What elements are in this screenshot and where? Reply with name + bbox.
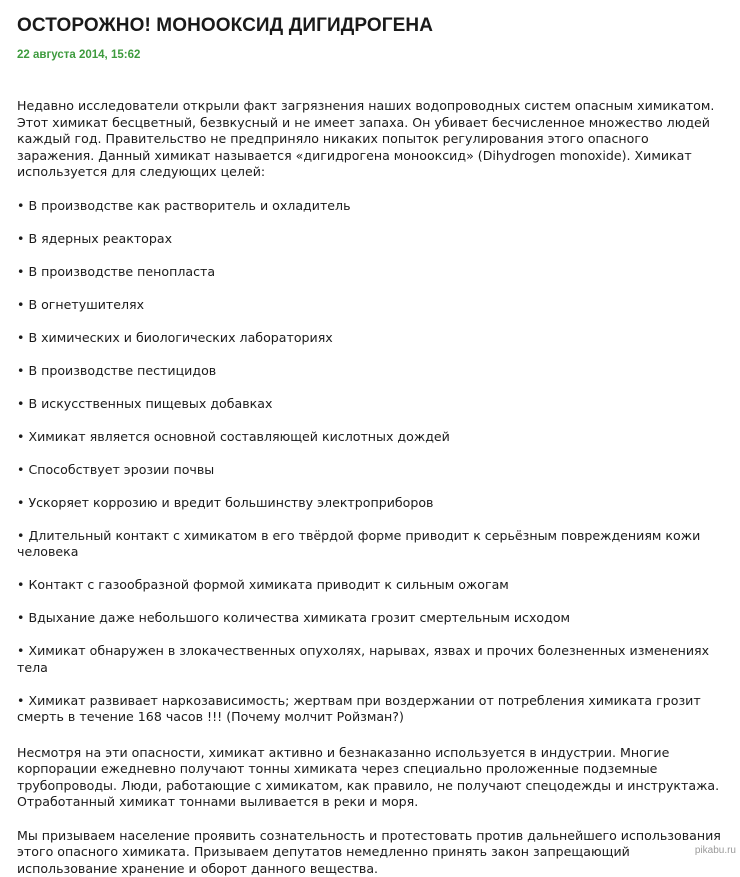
list-item — [17, 643, 727, 676]
article — [17, 14, 727, 877]
uses-list — [17, 198, 727, 726]
bullet-icon: • — [17, 693, 24, 708]
bullet-icon: • — [17, 643, 24, 658]
bullet-icon: • — [17, 264, 24, 279]
bullet-icon: • — [17, 429, 24, 444]
list-item-text: Вдыхание даже небольшого количества химиката грозит смертельным исходом — [28, 610, 570, 625]
list-item — [17, 396, 727, 413]
list-item — [17, 198, 727, 215]
site-watermark: pikabu.ru — [695, 845, 736, 856]
list-item — [17, 363, 727, 380]
publish-date: 22 августа 2014, 15:62 — [17, 48, 727, 62]
list-item — [17, 264, 727, 281]
list-item — [17, 577, 727, 594]
list-item-text: В производстве пестицидов — [28, 363, 216, 378]
list-item — [17, 297, 727, 314]
list-item-text: В производстве пенопласта — [28, 264, 215, 279]
bullet-icon: • — [17, 396, 24, 411]
bullet-icon: • — [17, 363, 24, 378]
list-item — [17, 330, 727, 347]
list-item-text: Длительный контакт с химикатом в его твёрдой форме приводит к серьёзным повреждениям кожи человека — [17, 528, 700, 560]
list-item-text: Химикат является основной составляющей кислотных дождей — [28, 429, 449, 444]
page-title: ОСТОРОЖНО! МОНООКСИД ДИГИДРОГЕНА — [17, 14, 727, 38]
bullet-icon: • — [17, 231, 24, 246]
list-item-text: Контакт с газообразной формой химиката приводит к сильным ожогам — [28, 577, 508, 592]
list-item-text: В искусственных пищевых добавках — [28, 396, 272, 411]
list-item-text: В производстве как растворитель и охладитель — [28, 198, 350, 213]
list-item-text: В огнетушителях — [28, 297, 144, 312]
list-item-text: Способствует эрозии почвы — [28, 462, 214, 477]
bullet-icon: • — [17, 610, 24, 625]
industry-paragraph: Несмотря на эти опасности, химикат активно и безнаказанно используется в индустрии. Многие корпорации ежедневно получают тонны химиката через специально проложенные подземные трубопроводы. Люди, работающие с химикатом, как правило, не получают спецодежды и инструктажа. Отработанный химикат тоннами выливается в реки и моря. — [17, 745, 727, 811]
bullet-icon: • — [17, 577, 24, 592]
list-item — [17, 528, 727, 561]
bullet-icon: • — [17, 330, 24, 345]
bullet-icon: • — [17, 528, 24, 543]
list-item-text: В химических и биологических лабораториях — [28, 330, 332, 345]
call-to-action-paragraph: Мы призываем население проявить сознательность и протестовать против дальнейшего использования этого опасного химиката. Призываем депутатов немедленно принять закон запрещающий использование хранение и оборот данного вещества. — [17, 828, 727, 877]
list-item-text: Химикат обнаружен в злокачественных опухолях, нарывах, язвах и прочих болезненных изменениях тела — [17, 643, 709, 675]
bullet-icon: • — [17, 297, 24, 312]
list-item — [17, 693, 727, 726]
bullet-icon: • — [17, 462, 24, 477]
list-item — [17, 462, 727, 479]
list-item — [17, 495, 727, 512]
bullet-icon: • — [17, 198, 24, 213]
intro-paragraph: Недавно исследователи открыли факт загрязнения наших водопроводных систем опасным химикатом. Этот химикат бесцветный, безвкусный и не имеет запаха. Он убивает бесчисленное множество людей каждый год. Правительство не предприняло никаких попыток регулирования этого опасного заражения. Данный химикат называется «дигидрогена монооксид» (Dihydrogen monoxide). Химикат используется для следующих целей: — [17, 98, 727, 181]
list-item — [17, 610, 727, 627]
bullet-icon: • — [17, 495, 24, 510]
list-item-text: Химикат развивает наркозависимость; жертвам при воздержании от потребления химиката грозит смерть в течение 168 часов !!! (Почему молчит Ройзман?) — [17, 693, 701, 725]
list-item — [17, 429, 727, 446]
list-item-text: Ускоряет коррозию и вредит большинству электроприборов — [28, 495, 433, 510]
list-item-text: В ядерных реакторах — [28, 231, 172, 246]
list-item — [17, 231, 727, 248]
